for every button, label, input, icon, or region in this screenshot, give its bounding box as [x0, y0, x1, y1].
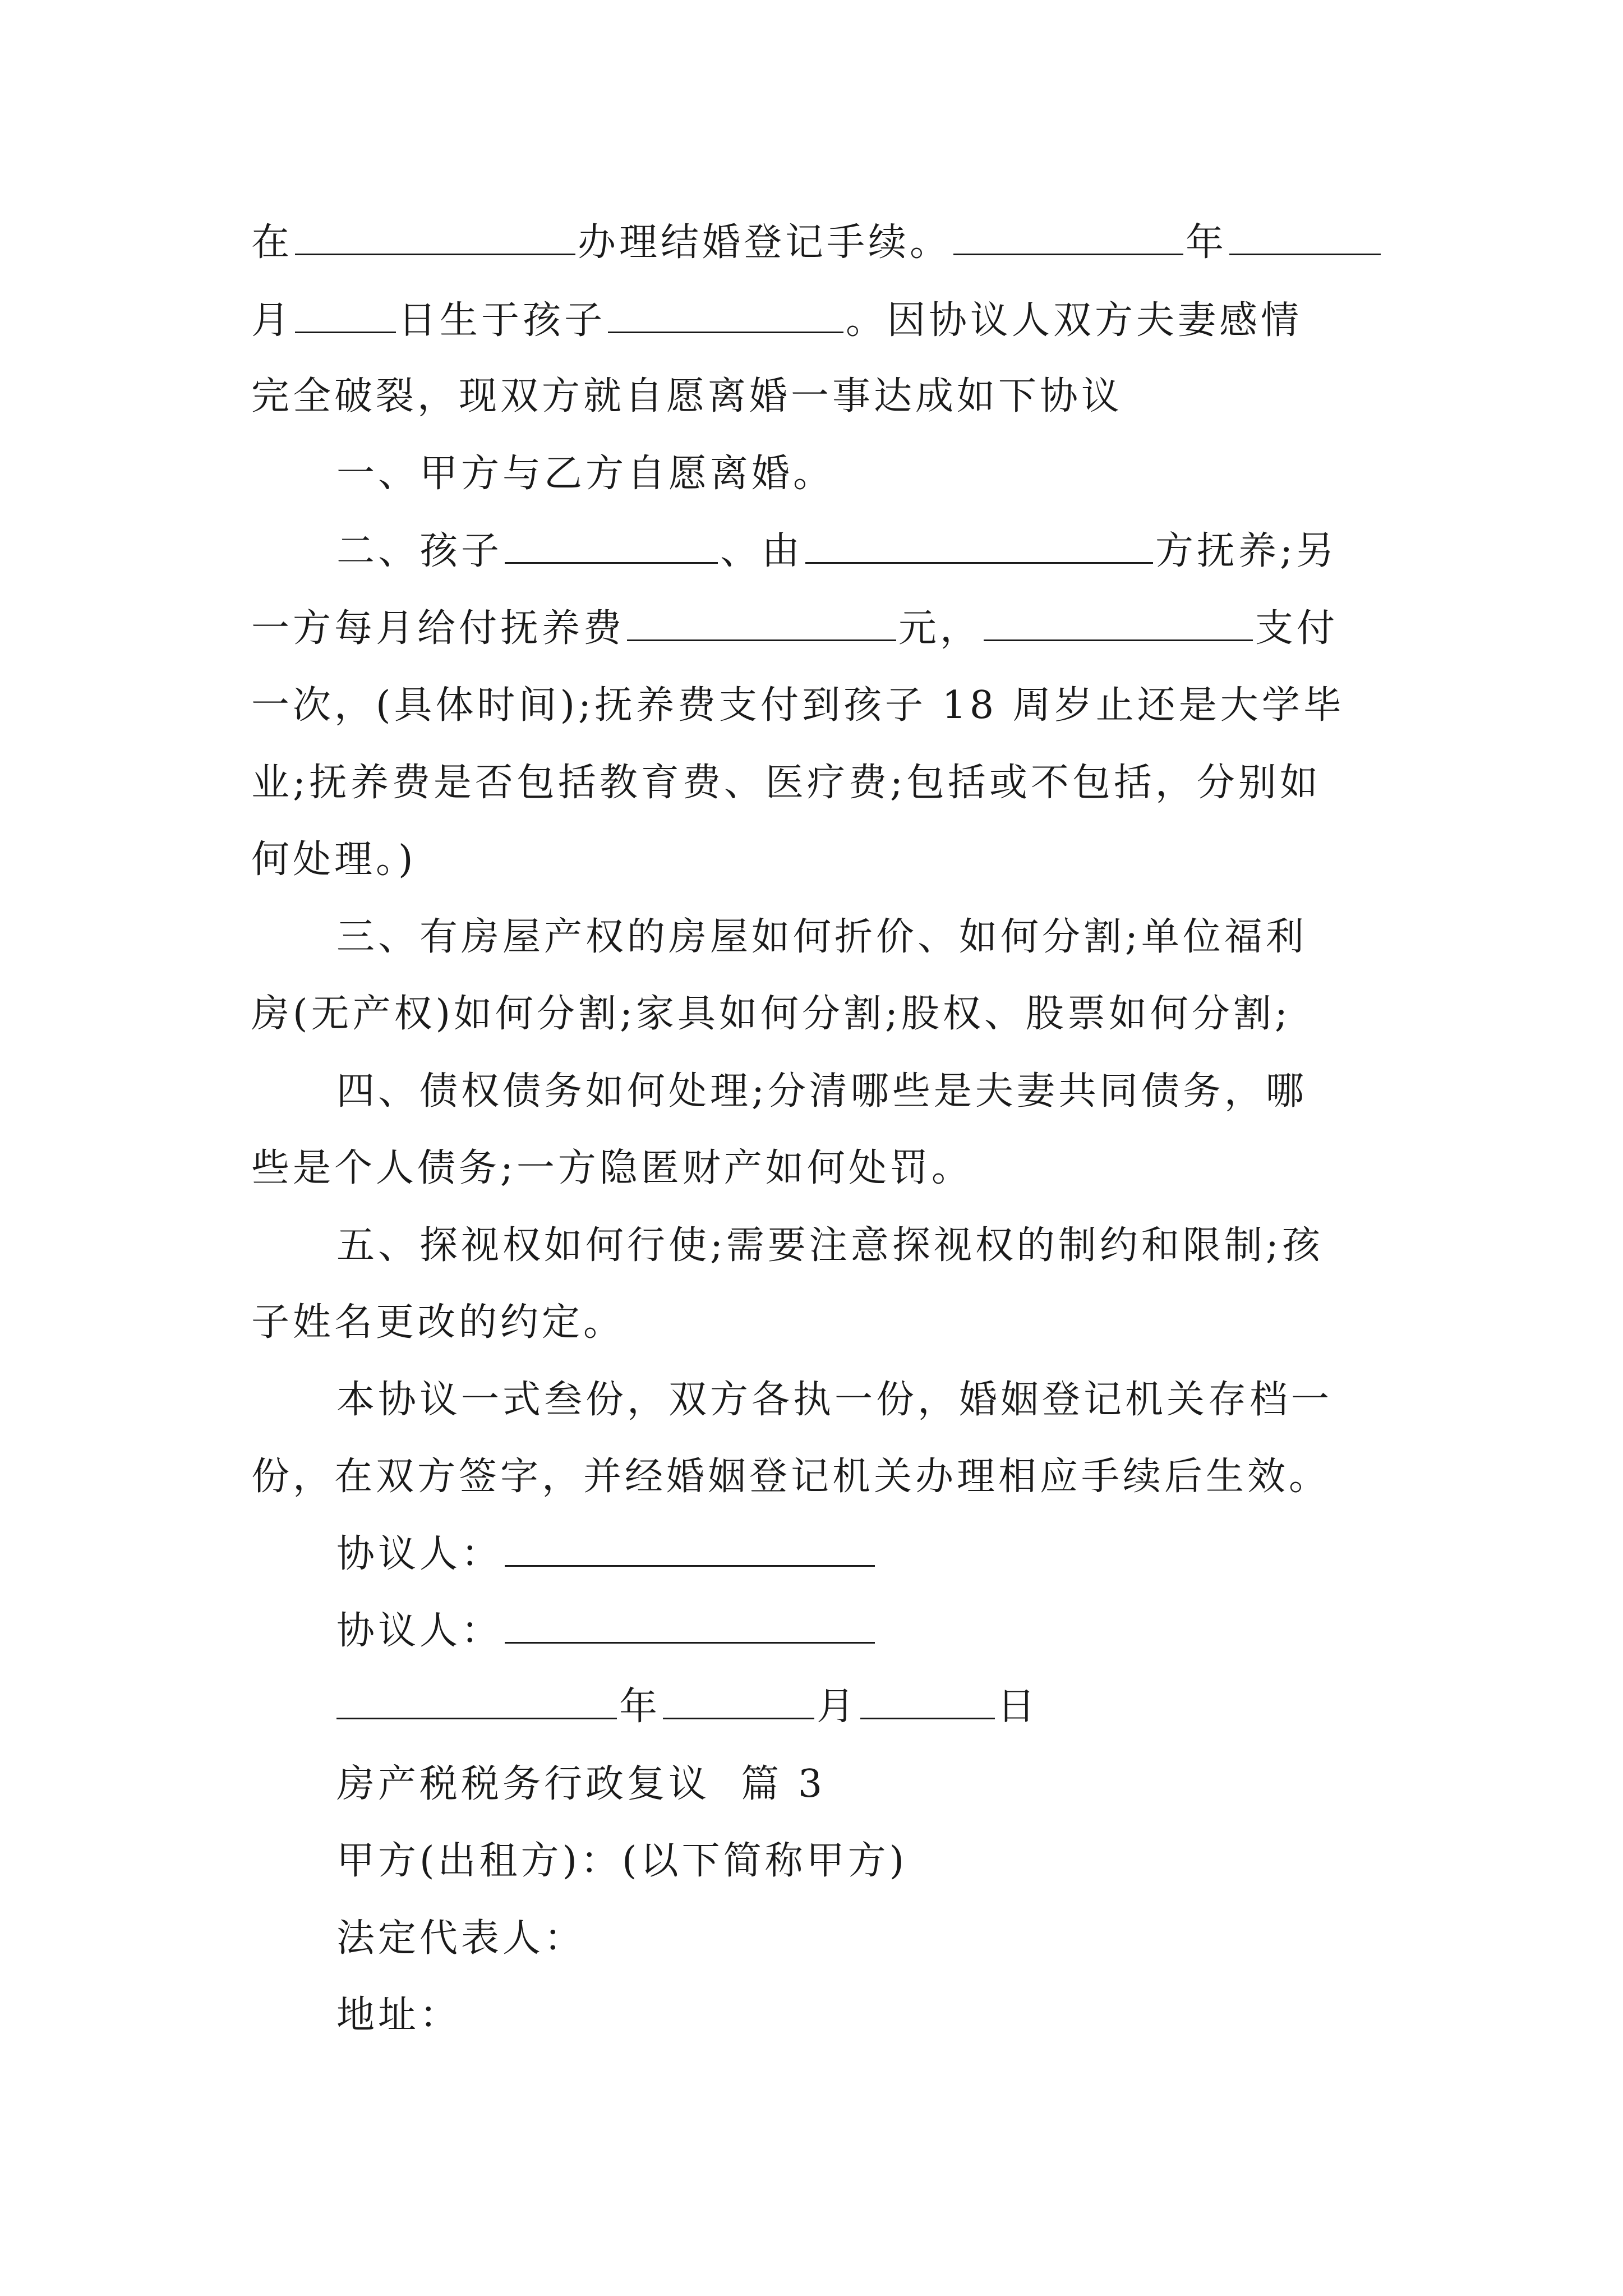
intro-line-2-post: 。因协议人双方夫妻感情 [846, 298, 1303, 343]
intro-line-1 [251, 212, 1383, 274]
blank-payment-period [984, 605, 1253, 641]
clause-4-line-2: 些是个人债务;一方隐匿财产如何处罚。 [251, 1146, 973, 1190]
signer-2 [336, 1600, 877, 1662]
blank-signer-1 [505, 1530, 875, 1567]
signature-date [336, 1676, 1039, 1738]
blank-month [1229, 219, 1381, 255]
blank-child [505, 527, 718, 564]
blank-custodian [805, 527, 1153, 564]
clause-2-pay-label: 支付 [1255, 606, 1339, 651]
blank-child-name [608, 297, 843, 333]
date-year-label: 年 [619, 1685, 661, 1729]
blank-date-year [336, 1683, 617, 1719]
clause-2-yuan: 元， [898, 606, 982, 651]
intro-line-1-prefix: 在 [251, 220, 293, 265]
clause-5-line-1: 五、探视权如何行使;需要注意探视权的制约和限制;孩 [336, 1223, 1324, 1268]
intro-line-2 [251, 290, 1302, 352]
party-a: 甲方(出租方)：(以下简称甲方) [336, 1839, 908, 1883]
intro-line-2-text: 日生于孩子 [398, 298, 606, 343]
date-month-label: 月 [817, 1685, 859, 1729]
clause-2-line-1 [336, 521, 1338, 582]
blank-date-day [860, 1683, 995, 1719]
clause-2-line-5: 何处理。) [251, 838, 417, 882]
address: 地址： [336, 1993, 462, 2037]
blank-day [295, 297, 396, 333]
clause-2-line-4: 业;抚养费是否包括教育费、医疗费;包括或不包括，分别如 [251, 761, 1321, 805]
clause-5-line-2: 子姓名更改的约定。 [251, 1300, 625, 1345]
closing-line-2: 份，在双方签字，并经婚姻登记机关办理相应手续后生效。 [251, 1455, 1331, 1499]
signer-2-label: 协议人： [336, 1609, 503, 1653]
clause-2-line-3: 一次，(具体时间);抚养费支付到孩子 18 周岁止还是大学毕 [251, 683, 1345, 728]
clause-2-custody-text: 方抚养;另 [1155, 529, 1338, 573]
blank-registration-place [295, 219, 575, 255]
clause-4-line-1: 四、债权债务如何处理;分清哪些是夫妻共同债务，哪 [336, 1069, 1307, 1114]
blank-signer-2 [505, 1607, 875, 1644]
section-title: 房产税税务行政复议 篇 3 [336, 1762, 826, 1806]
blank-year [953, 219, 1183, 255]
blank-support-amount [627, 605, 896, 641]
legal-representative: 法定代表人： [336, 1916, 586, 1961]
clause-2-child-label: 二、孩子 [336, 529, 503, 573]
clause-1: 一、甲方与乙方自愿离婚。 [336, 452, 835, 496]
signer-1 [336, 1524, 877, 1585]
clause-3-line-2: 房(无产权)如何分割;家具如何分割;股权、股票如何分割; [251, 992, 1291, 1036]
clause-2-line-2 [251, 598, 1338, 660]
intro-line-1-text: 办理结婚登记手续。 [578, 220, 952, 265]
clause-2-by-label: 、由 [720, 529, 804, 573]
clause-2-support-label: 一方每月给付抚养费 [251, 606, 625, 651]
blank-date-month [663, 1683, 814, 1719]
clause-3-line-1: 三、有房屋产权的房屋如何折价、如何分割;单位福利 [336, 915, 1307, 959]
signer-1-label: 协议人： [336, 1532, 503, 1576]
intro-line-1-year: 年 [1186, 220, 1228, 265]
date-day-label: 日 [997, 1685, 1039, 1729]
closing-line-1: 本协议一式叁份，双方各执一份，婚姻登记机关存档一 [336, 1378, 1333, 1422]
intro-line-3: 完全破裂，现双方就自愿离婚一事达成如下协议 [251, 374, 1123, 418]
intro-line-2-month: 月 [251, 298, 293, 343]
